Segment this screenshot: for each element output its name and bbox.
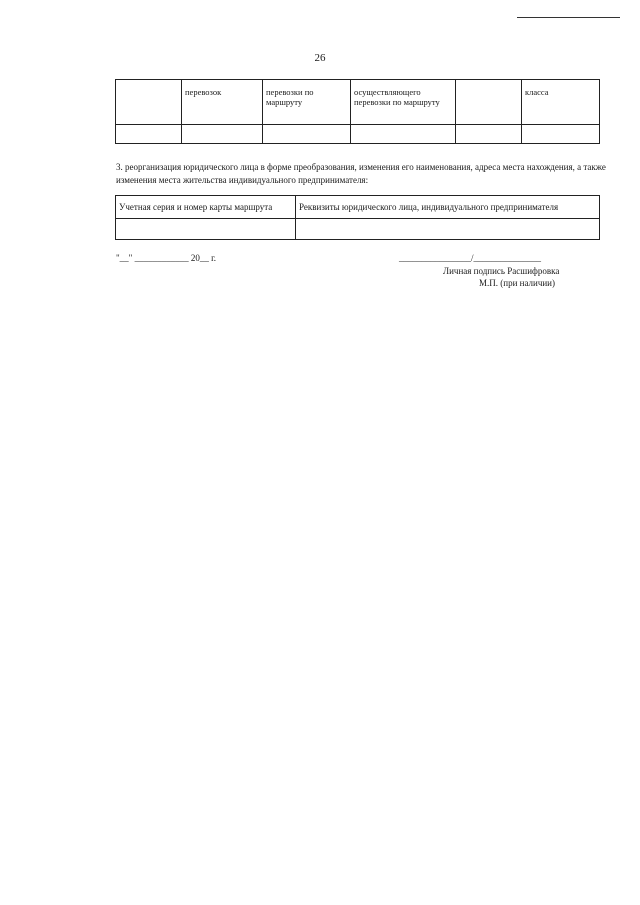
top-rule bbox=[517, 17, 620, 18]
table-cell bbox=[116, 80, 182, 125]
table-cell: класса bbox=[522, 80, 600, 125]
date-line: "__" ____________ 20__ г. bbox=[116, 253, 217, 263]
table-cell bbox=[522, 125, 600, 144]
table-header-cell: Реквизиты юридического лица, индивидуального предпринимателя bbox=[296, 196, 600, 219]
table-cell bbox=[116, 125, 182, 144]
page-number: 26 bbox=[314, 52, 326, 64]
table-cell bbox=[296, 219, 600, 240]
table-cell: перевозок bbox=[182, 80, 263, 125]
table-header-cell: Учетная серия и номер карты маршрута bbox=[116, 196, 296, 219]
table-cell bbox=[182, 125, 263, 144]
table-cell: перевозки по маршруту bbox=[263, 80, 351, 125]
signature-caption: Личная подпись Расшифровка bbox=[443, 266, 560, 276]
section-3-text: 3. реорганизация юридического лица в форме преобразования, изменения его наименования, адреса места нахождения, а также изменения места жительства индивидуального предпринимателя: bbox=[116, 162, 606, 185]
stamp-caption: М.П. (при наличии) bbox=[479, 278, 555, 288]
signature-line: ________________/_______________ bbox=[399, 253, 542, 263]
reorganization-table bbox=[115, 195, 600, 240]
table-cell bbox=[116, 219, 296, 240]
table-cell bbox=[263, 125, 351, 144]
table-row bbox=[116, 219, 600, 240]
table-cell bbox=[351, 125, 456, 144]
table-cell: осуществляющего перевозки по маршруту bbox=[351, 80, 456, 125]
table-row bbox=[116, 125, 600, 144]
table-row bbox=[116, 80, 600, 125]
routes-table bbox=[115, 79, 600, 144]
table-cell bbox=[456, 125, 522, 144]
table-cell bbox=[456, 80, 522, 125]
table-row bbox=[116, 196, 600, 219]
